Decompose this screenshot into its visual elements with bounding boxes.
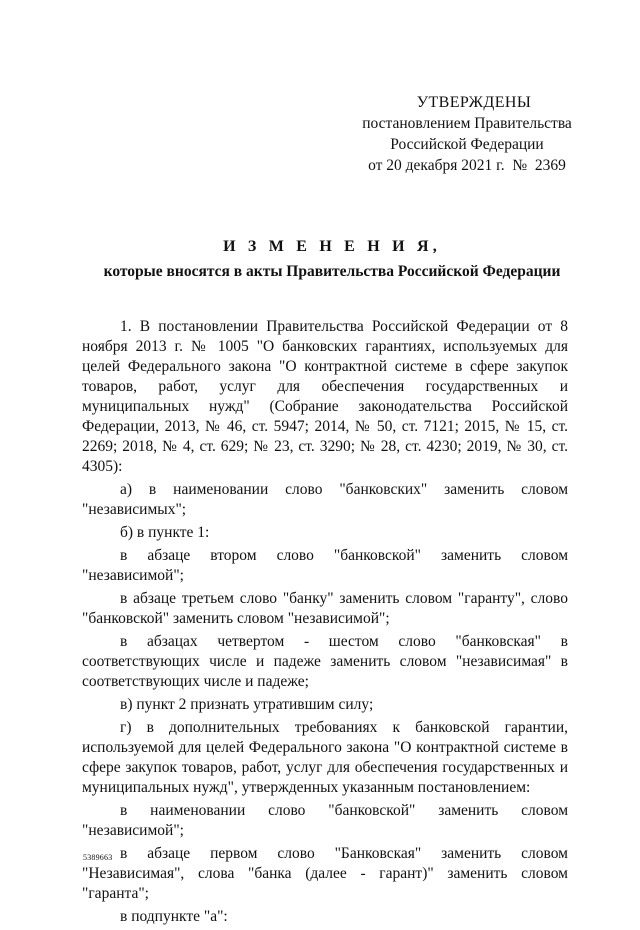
paragraph-2: а) в наименовании слово "банковских" заменить словом "независимых";: [82, 481, 568, 518]
approval-line-2: Российской Федерации: [390, 136, 544, 153]
paragraph-6: в абзацах четвертом - шестом слово "банковская" в соответствующих числе и падеже заменить словом "независимая" в соответствующих числе и падеже;: [82, 633, 568, 690]
paragraph-5: в абзаце третьем слово "банку" заменить словом "гаранту", слово "банковской" заменить словом "независимой";: [82, 590, 568, 627]
paragraph-9: в наименовании слово "банковской" заменить словом "независимой";: [82, 802, 568, 839]
document-subtitle: которые вносятся в акты Правительства Российской Федерации: [103, 263, 561, 280]
approval-line-1: постановлением Правительства: [362, 115, 572, 132]
document-body: [82, 317, 568, 930]
document-title: И З М Е Н Е Н И Я,: [223, 238, 441, 255]
paragraph-11: в подпункте "а":: [120, 908, 228, 925]
paragraph-3: б) в пункте 1:: [120, 524, 210, 541]
document-id: 5389663: [83, 853, 113, 862]
paragraph-1: 1. В постановлении Правительства Российской Федерации от 8 ноября 2013 г. № 1005 "О банковских гарантиях, используемых для целей Федерального закона "О контрактной системе в сфере закупок товаров, работ, услуг для обеспечения государственных и муниципальных нужд" (Собрание законодательства Российской Федерации, 2013, № 46, ст. 5947; 2014, № 50, ст. 7121; 2015, № 15, ст. 2269; 2018, № 4, ст. 629; № 23, ст. 3290; № 28, ст. 4230; 2019, № 30, ст. 4305):: [82, 318, 568, 475]
paragraph-4: в абзаце втором слово "банковской" заменить словом "независимой";: [82, 547, 568, 584]
approval-block: [352, 92, 582, 176]
paragraph-10: в абзаце первом слово "Банковская" заменить словом "Независимая", слова "банка (далее - гарант)" заменить словом "гаранта";: [82, 845, 568, 902]
paragraph-8: г) в дополнительных требованиях к банковской гарантии, используемой для целей Федерального закона "О контрактной системе в сфере закупок товаров, работ, услуг для обеспечения государственных и муниципальных нужд", утвержденных указанным постановлением:: [82, 719, 568, 796]
approval-line-3: от 20 декабря 2021 г. № 2369: [368, 157, 566, 174]
approval-title: УТВЕРЖДЕНЫ: [416, 94, 532, 111]
paragraph-7: в) пункт 2 признать утратившим силу;: [120, 696, 374, 713]
